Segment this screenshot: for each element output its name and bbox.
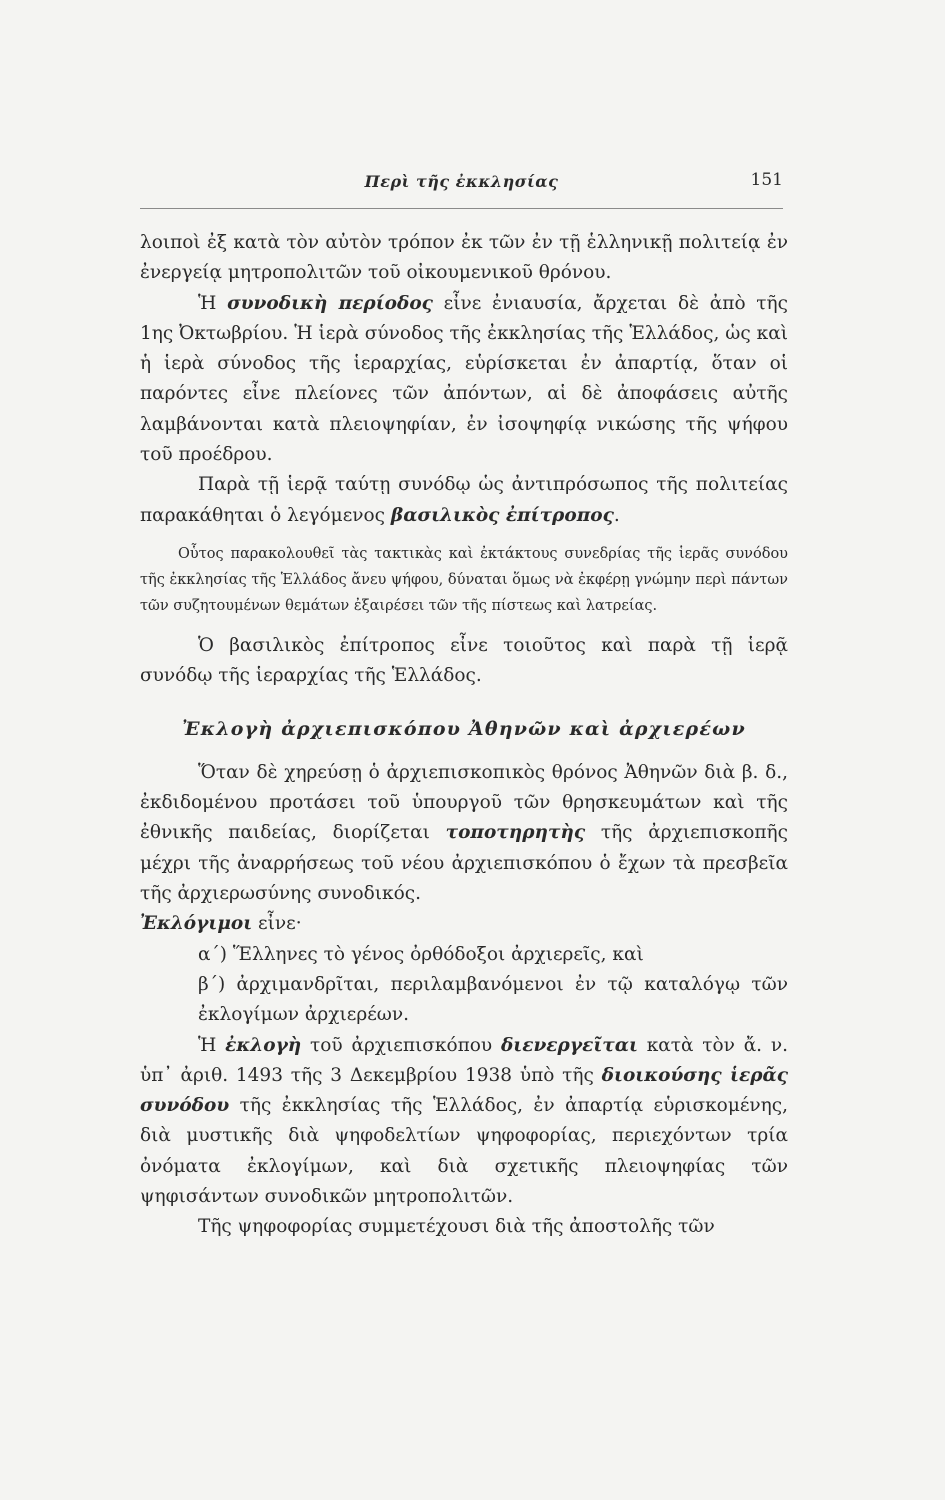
p7-text-g: τῆς ἐκκλησίας τῆς Ἑλλάδος, ἐν ἀπαρτίᾳ εὑρισκομένης, διὰ μυστικῆς διὰ ψηφοδελτίων ψηφοφορίας, περιεχόντων τρία ὀνόματα ἐκλογίμων, καὶ διὰ σχετικῆς πλειοψηφίας τῶν ψηφισάντων συνοδικῶν μητροπολιτῶν. xyxy=(140,1095,788,1208)
list-item-b: β΄) ἀρχιμανδρῖται, περιλαμβανόμενοι ἐν τῷ καταλόγῳ τῶν ἐκλογίμων ἀρχιερέων. xyxy=(198,973,788,1026)
p5-text-a: Ὅταν δὲ χηρεύσῃ ὁ ἀρχιεπισκοπικὸς θρόνος Ἀθηνῶν διὰ β. δ., ἐκδιδομένου προτάσει τοῦ ὑπουργοῦ τῶν θρησκευμάτων καὶ τῆς ἐθνικῆς παιδείας, διορίζεται xyxy=(140,761,788,844)
paragraph-3 xyxy=(140,470,788,531)
p5-text-c: τῆς ἀρχιεπισκοπῆς μέχρι τῆς ἀναρρήσεως τοῦ νέου ἀρχιεπισκόπου ὁ ἔχων τὰ πρεσβεῖα τῆς ἀρχιερωσύνης συνοδικός. xyxy=(140,822,788,905)
list-item-a: α΄) Ἕλληνες τὸ γένος ὀρθόδοξοι ἀρχιερεῖς, καὶ xyxy=(198,943,644,965)
header-rule xyxy=(140,208,783,209)
page-number: 151 xyxy=(750,170,783,190)
paragraph-8: Τῆς ψηφοφορίας συμμετέχουσι διὰ τῆς ἀποστολῆς τῶν xyxy=(198,1216,715,1238)
page-body xyxy=(140,228,788,1243)
running-head-title: Περὶ τῆς ἐκκλησίας xyxy=(364,172,559,191)
paragraph-7 xyxy=(140,1031,788,1213)
p7-text-a: Ἡ xyxy=(198,1034,226,1056)
p6-text-b: εἶνε· xyxy=(252,913,302,935)
p3-text-c: . xyxy=(613,504,620,526)
paragraph-1: λοιποὶ ἐξ κατὰ τὸν αὐτὸν τρόπον ἐκ τῶν ἐν τῇ ἑλληνικῇ πολιτείᾳ ἐν ἐνεργείᾳ μητροπολιτῶν τοῦ οἰκουμενικοῦ θρόνου. xyxy=(140,232,788,284)
section-heading: Ἐκλογὴ ἀρχιεπισκόπου Ἀθηνῶν καὶ ἀρχιερέων xyxy=(182,717,746,740)
p7-text-e: κατὰ τὸν ἄ. ν. ὑπ᾽ ἀριθ. 1493 τῆς 3 Δεκεμβρίου 1938 ὑπὸ τῆς xyxy=(140,1034,788,1086)
p5-emphasis-topotiritis: τοποτηρητὴς xyxy=(445,822,586,844)
p7-emphasis-dienergeitai: διενεργεῖται xyxy=(500,1034,638,1056)
p3-emphasis-vasilikos-epitropos: βασιλικὸς ἐπίτροπος xyxy=(390,504,614,526)
p3-text-a: Παρὰ τῇ ἱερᾷ ταύτῃ συνόδῳ ὡς ἀντιπρόσωπος τῆς πολιτείας παρακάθηται ὁ λεγόμενος xyxy=(140,474,788,526)
small-print-note: Οὗτος παρακολουθεῖ τὰς τακτικὰς καὶ ἐκτάκτους συνεδρίας τῆς ἱερᾶς συνόδου τῆς ἐκκλησίας τῆς Ἑλλάδος ἄνευ ψήφου, δύναται ὅμως νὰ ἐκφέρῃ γνώμην περὶ πάντων τῶν συζητουμένων θεμάτων ἐξαιρέσει τῶν τῆς πίστεως καὶ λατρείας. xyxy=(140,545,788,614)
running-head xyxy=(140,168,783,198)
p7-emphasis-dioikousis-synodou: διοικούσης ἱερᾶς συνόδου xyxy=(140,1064,788,1117)
p2-text-a: Ἡ xyxy=(198,292,228,314)
p7-emphasis-ekloge: ἐκλογὴ xyxy=(225,1034,302,1056)
p2-text-c: εἶνε ἐνιαυσία, ἄρχεται δὲ ἀπὸ τῆς 1ης Ὀκτωβρίου. Ἡ ἱερὰ σύνοδος τῆς ἐκκλησίας τῆς Ἑλλάδος, ὡς καὶ ἡ ἱερὰ σύνοδος τῆς ἱεραρχίας, εὑρίσκεται ἐν ἀπαρτίᾳ, ὅταν οἱ παρόντες εἶνε πλείονες τῶν ἀπόντων, αἱ δὲ ἀποφάσεις αὐτῆς λαμβάνονται κατὰ πλειοψηφίαν, ἐν ἰσοψηφίᾳ νικώσης τῆς ψήφου τοῦ προέδρου. xyxy=(140,292,788,466)
paragraph-5 xyxy=(140,758,788,909)
p2-emphasis-synodiki-periodos: συνοδικὴ περίοδος xyxy=(227,292,433,314)
paragraph-4: Ὁ βασιλικὸς ἐπίτροπος εἶνε τοιοῦτος καὶ παρὰ τῇ ἱερᾷ συνόδῳ τῆς ἱεραρχίας τῆς Ἑλλάδος. xyxy=(140,634,788,687)
paragraph-2 xyxy=(140,289,788,471)
p7-text-c: τοῦ ἀρχιεπισκόπου xyxy=(301,1034,501,1056)
p6-emphasis-eklogimoi: Ἐκλόγιμοι xyxy=(140,913,253,935)
paragraph-6 xyxy=(140,909,788,939)
